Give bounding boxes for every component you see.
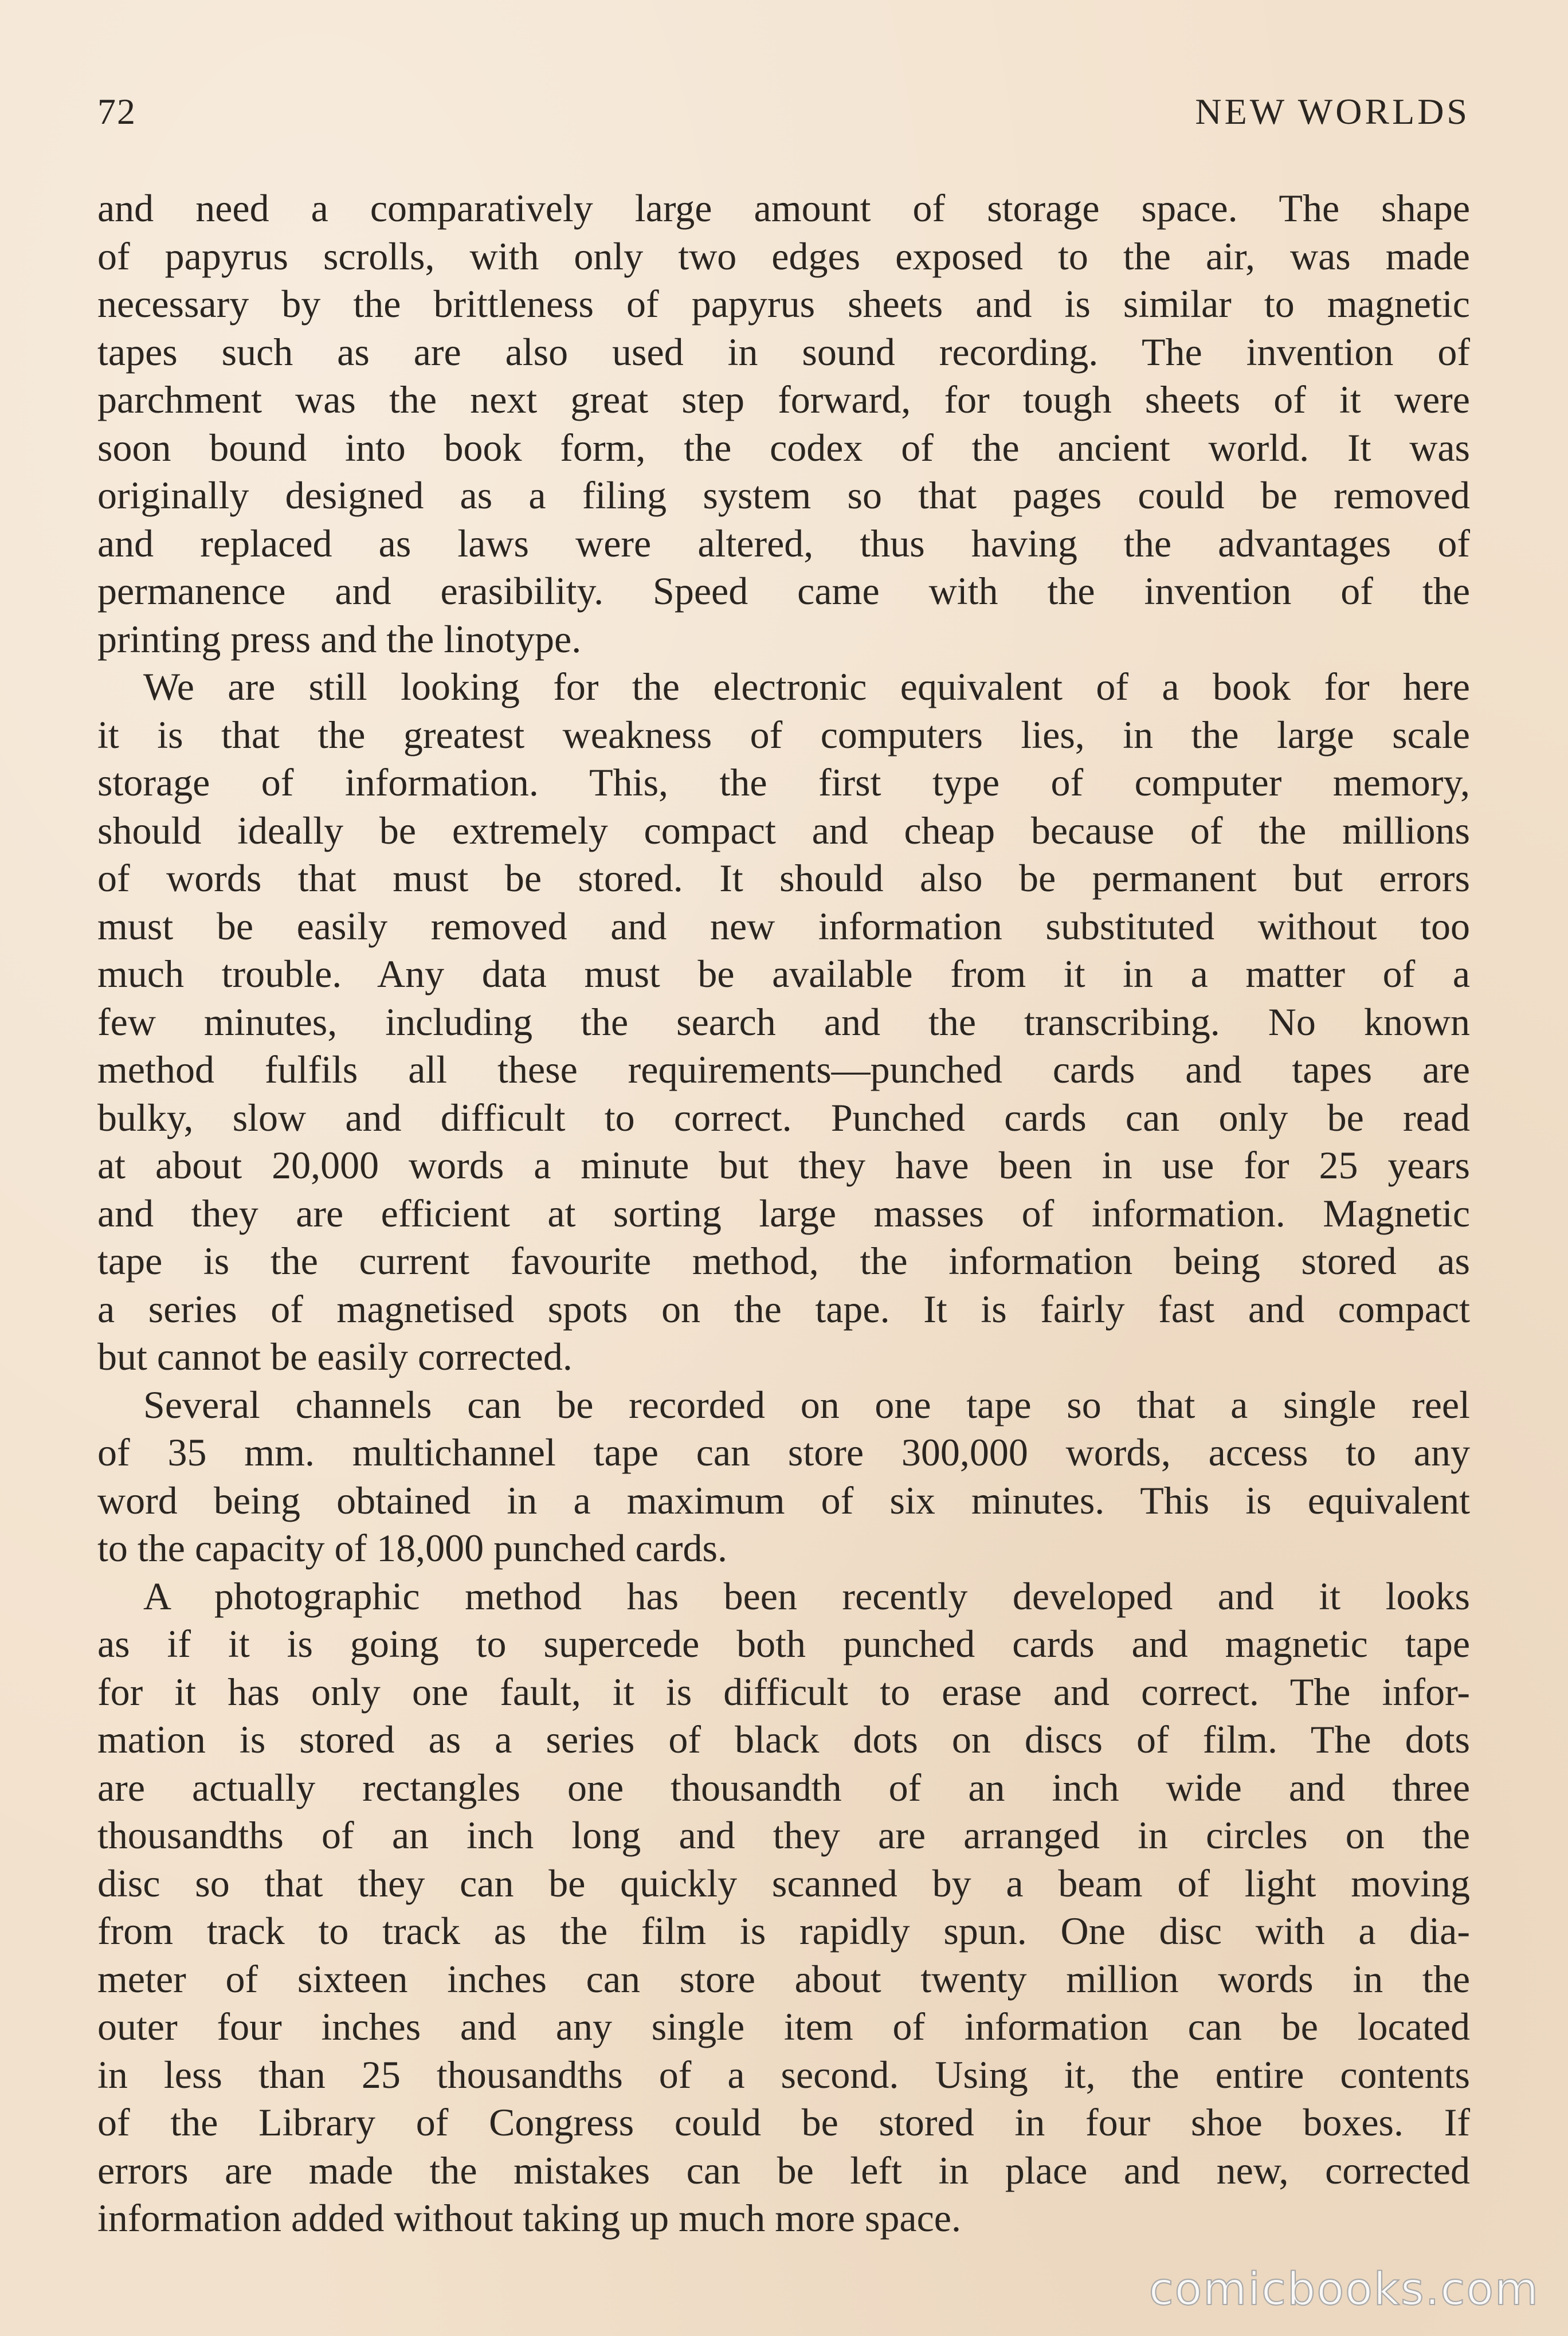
text-line: and replaced as laws were altered, thus having the advantages of (97, 521, 1470, 565)
page-number: 72 (97, 91, 136, 132)
text-line: at about 20,000 words a minute but they have been in use for 25 years (97, 1143, 1470, 1187)
text-line: tapes such as are also used in sound recording. The invention of (97, 330, 1470, 374)
text-line: and they are efficient at sorting large masses of information. Magnetic (97, 1191, 1470, 1235)
text-line: meter of sixteen inches can store about twenty million words in the (97, 1957, 1470, 2001)
text-line: soon bound into book form, the codex of the ancient world. It was (97, 425, 1470, 469)
text-line: of words that must be stored. It should also be permanent but errors (97, 856, 1470, 900)
text-line: of papyrus scrolls, with only two edges exposed to the air, was made (97, 234, 1470, 278)
text-line: as if it is going to supercede both punched cards and magnetic tape (97, 1622, 1470, 1665)
text-line: are actually rectangles one thousandth of an inch wide and three (97, 1765, 1470, 1809)
text-line: bulky, slow and difficult to correct. Punched cards can only be read (97, 1095, 1470, 1139)
text-line: a series of magnetised spots on the tape. It is fairly fast and compact (97, 1287, 1470, 1331)
text-line: must be easily removed and new information substituted without too (97, 904, 1470, 948)
text-line: to the capacity of 18,000 punched cards. (97, 1526, 727, 1570)
text-line: originally designed as a filing system so that pages could be removed (97, 473, 1470, 517)
text-line: We are still looking for the electronic equivalent of a book for here (143, 665, 1470, 708)
text-line: A photographic method has been recently developed and it looks (143, 1574, 1470, 1618)
text-line: thousandths of an inch long and they are arranged in circles on the (97, 1813, 1470, 1857)
text-line: should ideally be extremely compact and cheap because of the millions (97, 808, 1470, 852)
text-line: parchment was the next great step forward, for tough sheets of it were (97, 378, 1470, 421)
text-line: of the Library of Congress could be stored in four shoe boxes. If (97, 2100, 1470, 2144)
text-line: few minutes, including the search and the transcribing. No known (97, 1000, 1470, 1044)
text-line: word being obtained in a maximum of six minutes. This is equivalent (97, 1478, 1470, 1522)
text-line: Several channels can be recorded on one tape so that a single reel (143, 1382, 1470, 1426)
body-text (97, 185, 1470, 2243)
text-line: method fulfils all these requirements—punched cards and tapes are (97, 1048, 1470, 1091)
text-line: storage of information. This, the first type of computer memory, (97, 761, 1470, 804)
text-line: mation is stored as a series of black dots on discs of film. The dots (97, 1718, 1470, 1761)
text-line: tape is the current favourite method, the information being stored as (97, 1239, 1470, 1283)
text-line: of 35 mm. multichannel tape can store 300,000 words, access to any (97, 1430, 1470, 1474)
text-line: in less than 25 thousandths of a second. Using it, the entire contents (97, 2052, 1470, 2096)
text-line: information added without taking up much more space. (97, 2196, 961, 2240)
text-line: it is that the greatest weakness of computers lies, in the large scale (97, 712, 1470, 757)
text-line: necessary by the brittleness of papyrus sheets and is similar to magnetic (97, 282, 1470, 326)
text-line: errors are made the mistakes can be left in place and new, corrected (97, 2148, 1470, 2192)
text-line: from track to track as the film is rapidly spun. One disc with a dia- (97, 1909, 1470, 1953)
text-line: permanence and erasibility. Speed came with the invention of the (97, 569, 1470, 613)
running-head (97, 86, 1470, 138)
text-line: but cannot be easily corrected. (97, 1335, 573, 1378)
text-line: disc so that they can be quickly scanned by a beam of light moving (97, 1861, 1470, 1905)
text-line: for it has only one fault, it is difficult to erase and correct. The infor- (97, 1669, 1470, 1714)
text-line: printing press and the linotype. (97, 617, 582, 661)
watermark: comicbooks.com (1148, 2264, 1539, 2315)
running-title: NEW WORLDS (1195, 91, 1470, 132)
text-line: much trouble. Any data must be available from it in a matter of a (97, 952, 1470, 995)
text-line: outer four inches and any single item of information can be located (97, 2005, 1470, 2048)
text-line: and need a comparatively large amount of storage space. The shape (97, 186, 1470, 230)
